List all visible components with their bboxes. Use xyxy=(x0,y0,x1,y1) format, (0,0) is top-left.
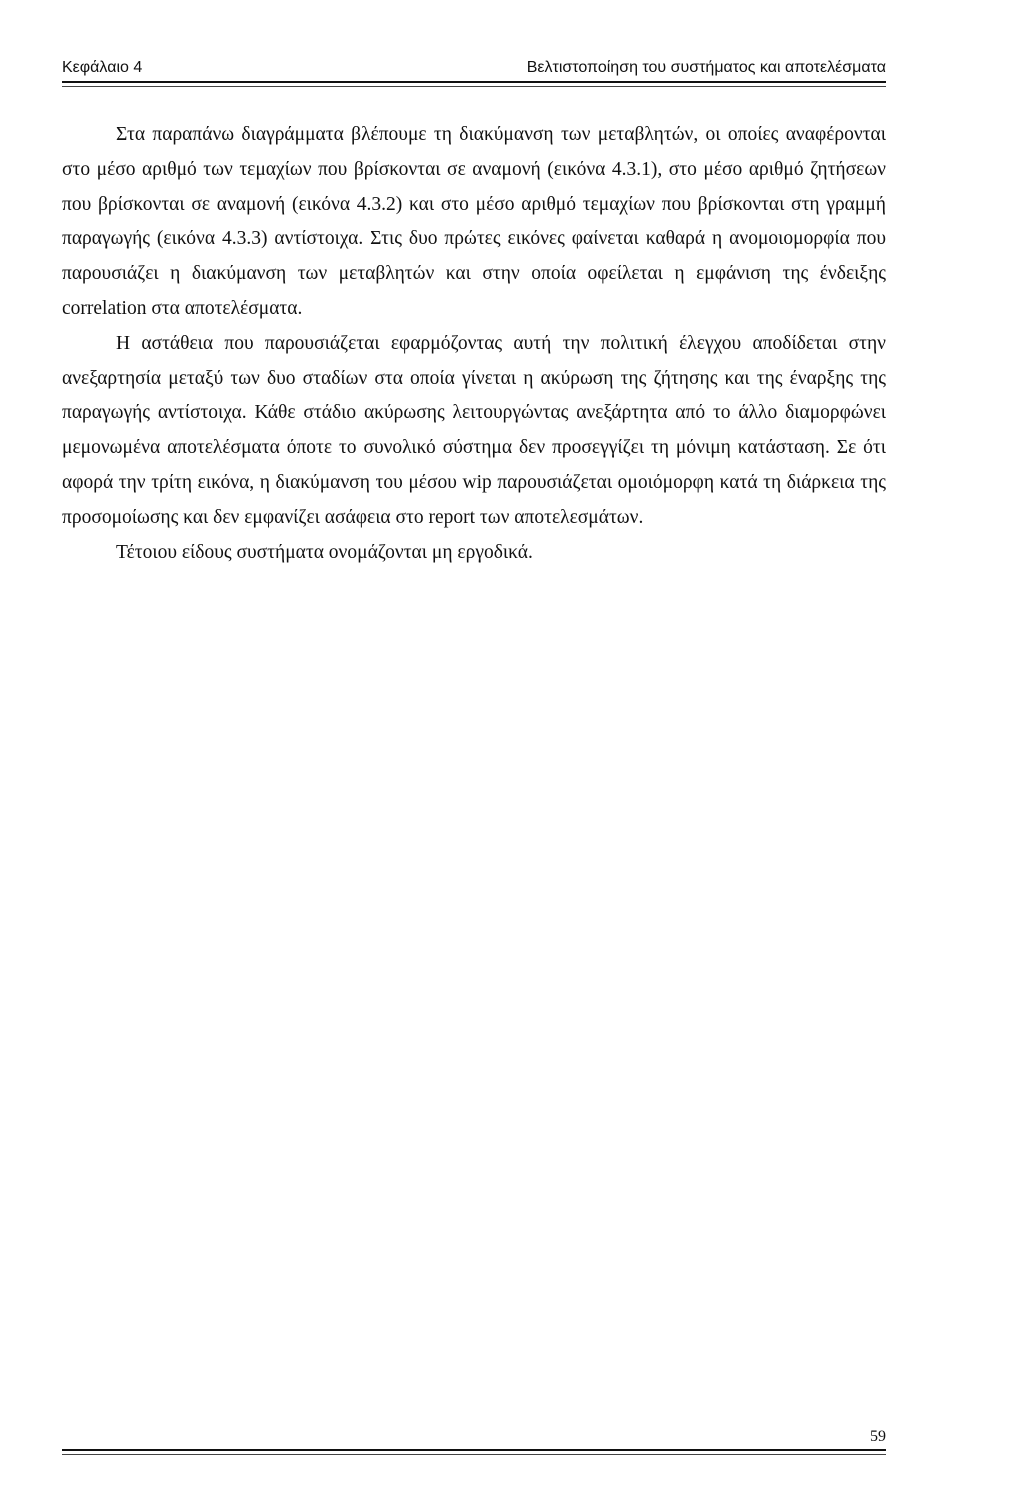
paragraph-1: Στα παραπάνω διαγράμματα βλέπουμε τη διακύμανση των μεταβλητών, οι οποίες αναφέρονται στο μέσο αριθμό των τεμαχίων που βρίσκονται σε αναμονή (εικόνα 4.3.1), στο μέσο αριθμό ζητήσεων που βρίσκονται σε αναμονή (εικόνα 4.3.2) και στο μέσο αριθμό τεμαχίων που βρίσκονται στη γραμμή παραγωγής (εικόνα 4.3.3) αντίστοιχα. Στις δυο πρώτες εικόνες φαίνεται καθαρά η ανομοιομορφία που παρουσιάζει η διακύμανση των μεταβλητών και στην οποία οφείλεται η εμφάνιση της ένδειξης correlation στα αποτελέσματα. xyxy=(62,124,886,319)
body-text xyxy=(62,118,886,570)
chapter-label: Κεφάλαιο 4 xyxy=(62,59,143,76)
page-header xyxy=(62,58,886,82)
section-title: Βελτιστοποίηση του συστήματος και αποτελέσματα xyxy=(526,59,886,76)
footer-rule-thin xyxy=(62,1454,886,1455)
header-rule xyxy=(62,81,886,83)
paragraph-3: Τέτοιου είδους συστήματα ονομάζονται μη εργοδικά. xyxy=(116,541,533,563)
footer-rule xyxy=(62,1449,886,1451)
page-number: 59 xyxy=(870,1428,886,1445)
paragraph-2: Η αστάθεια που παρουσιάζεται εφαρμόζοντας αυτή την πολιτική έλεγχου αποδίδεται στην ανεξαρτησία μεταξύ των δυο σταδίων στα οποία γίνεται η ακύρωση της ζήτησης και της έναρξης της παραγωγής αντίστοιχα. Κάθε στάδιο ακύρωσης λειτουργώντας ανεξάρτητα από το άλλο διαμορφώνει μεμονωμένα αποτελέσματα όποτε το συνολικό σύστημα δεν προσεγγίζει τη μόνιμη κατάσταση. Σε ότι αφορά την τρίτη εικόνα, η διακύμανση του μέσου wip παρουσιάζεται ομοιόμορφη κατά τη διάρκεια της προσομοίωσης και δεν εμφανίζει ασάφεια στο report των αποτελεσμάτων. xyxy=(62,332,886,528)
header-rule-thin xyxy=(62,86,886,87)
